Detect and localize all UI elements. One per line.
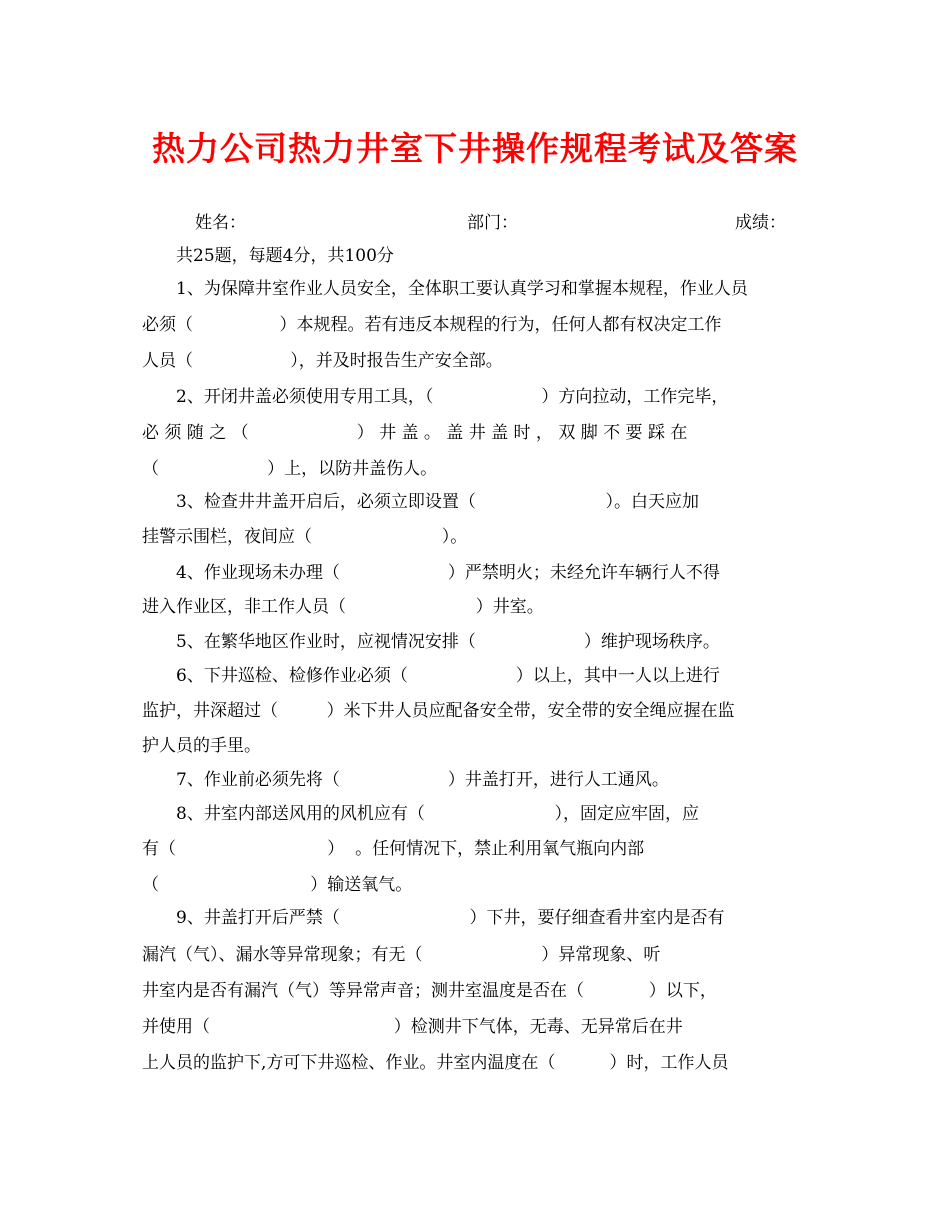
question-3-line-1: 3、检查井井盖开启后，必须立即设置（ ）。白天应加: [176, 492, 700, 512]
question-9-line-3: 井室内是否有漏汽（气）等异常声音；测井室温度是否在（ ）以下，: [142, 981, 717, 1001]
department-label: 部门：: [467, 213, 518, 233]
document-title: 热力公司热力井室下井操作规程考试及答案: [152, 129, 798, 168]
question-2-line-2: 必 须 随 之 （ ） 井 盖 。 盖 井 盖 时 ， 双 脚 不 要 踩 在: [142, 423, 688, 443]
question-4-line-2: 进入作业区，非工作人员（ ）井室。: [142, 597, 544, 617]
score-label: 成绩：: [735, 213, 786, 233]
question-3-line-2: 挂警示围栏，夜间应（ ）。: [142, 527, 468, 547]
question-9-line-2: 漏汽（气）、漏水等异常现象；有无（ ）异常现象、听: [142, 945, 661, 965]
question-5-line-1: 5、在繁华地区作业时，应视情况安排（ ）维护现场秩序。: [176, 632, 720, 652]
question-8-line-3: （ ）输送氧气。: [142, 875, 413, 895]
question-1-line-3: 人员（ ），并及时报告生产安全部。: [142, 351, 503, 371]
question-2-line-1: 2、开闭井盖必须使用专用工具，（ ）方向拉动，工作完毕，: [176, 387, 729, 407]
question-4-line-1: 4、作业现场未办理（ ）严禁明火；未经允许车辆行人不得: [176, 563, 720, 583]
name-label: 姓名：: [195, 213, 246, 233]
question-6-line-1: 6、下井巡检、检修作业必须（ ）以上，其中一人以上进行: [176, 666, 720, 686]
question-7-line-1: 7、作业前必须先将（ ）井盖打开，进行人工通风。: [176, 770, 669, 790]
question-9-line-4: 并使用（ ）检测井下气体，无毒、无异常后在井: [142, 1017, 683, 1037]
question-6-line-2: 监护，井深超过（ ）米下井人员应配备安全带，安全带的安全绳应握在监: [142, 701, 735, 721]
question-8-line-1: 8、井室内部送风用的风机应有（ ），固定应牢固，应: [176, 804, 700, 824]
question-6-line-3: 护人员的手里。: [142, 736, 261, 756]
question-9-line-1: 9、井盖打开后严禁（ ）下井，要仔细查看井室内是否有: [176, 908, 725, 928]
question-1-line-1: 1、为保障井室作业人员安全，全体职工要认真学习和掌握本规程，作业人员: [176, 279, 748, 299]
question-2-line-3: （ ）上，以防井盖伤人。: [142, 459, 438, 479]
question-8-line-2: 有（ ） 。任何情况下，禁止利用氧气瓶向内部: [142, 839, 645, 859]
question-9-line-5: 上人员的监护下,方可下井巡检、作业。井室内温度在（ ）时，工作人员: [142, 1053, 729, 1073]
exam-intro: 共25题，每题4分，共100分: [176, 246, 394, 266]
question-1-line-2: 必须（ ）本规程。若有违反本规程的行为，任何人都有权决定工作: [142, 315, 722, 335]
